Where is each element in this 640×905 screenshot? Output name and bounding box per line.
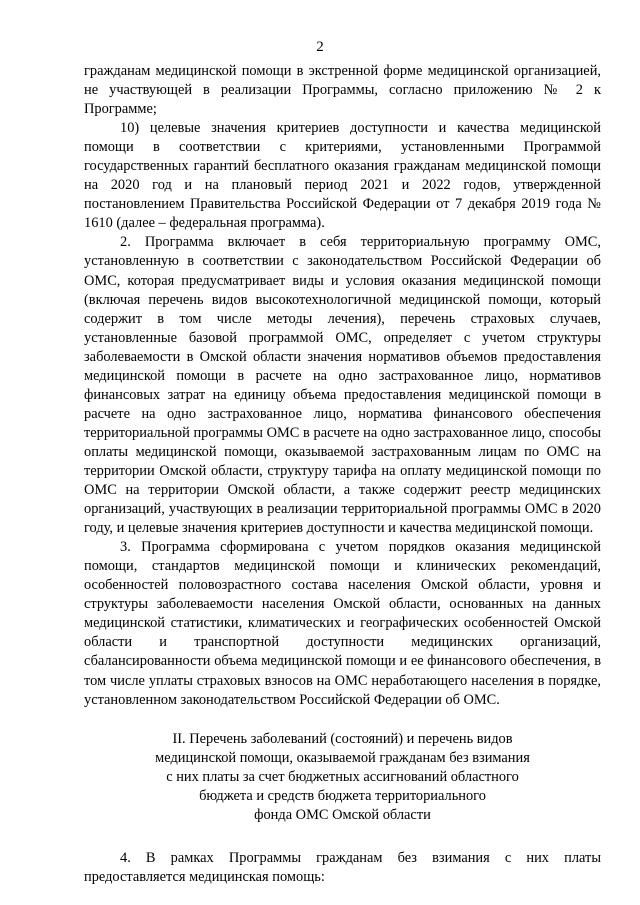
paragraph-3: 3. Программа сформирована с учетом порядков оказания медицинской помощи, стандартов медицинской помощи и клинических рекомендаций, особенностей половозрастного состава населения Омской области, уровня и структуры заболеваемости населения Омской области, основанных на данных медицинской статистики, климатических и географических особенностей Омской области и транспортной доступности медицинских организаций, сбалансированности объема медицинской помощи и ее финансового обеспечения, в том числе уплаты страховых взносов на ОМС неработающего населения в порядке, установленном законодательством Российской Федерации об ОМС. (84, 539, 601, 708)
section-heading-line: бюджета и средств бюджета территориального (199, 787, 486, 804)
paragraph-continuation: гражданам медицинской помощи в экстренной форме медицинской организацией, не участвующей в реализации Программы, согласно приложению № 2 к Программе; (84, 63, 601, 118)
paragraph-2: 2. Программа включает в себя территориальную программу ОМС, установленную в соответствии с законодательством Российской Федерации об ОМС, которая предусматривает виды и условия оказания медицинской помощи (включая перечень видов высокотехнологичной медицинской помощи, который содержит в том числе методы лечения), перечень страховых случаев, установленные базовой программой ОМС, определяет с учетом структуры заболеваемости в Омской области значения нормативов объемов предоставления медицинской помощи в расчете на одно застрахованное лицо, нормативов финансовых затрат на единицу объема предоставления медицинской помощи в расчете на одно застрахованное лицо, норматива финансового обеспечения территориальной программы ОМС в расчете на одно застрахованное лицо, способы оплаты медицинской помощи, оказываемой застрахованным лицам по ОМС на территории Омской области, структуру тарифа на оплату медицинской помощи по ОМС на территории Омской области, а также содержит реестр медицинских организаций, участвующих в реализации территориальной программы ОМС в 2020 году, и целевые значения критериев доступности и качества медицинской помощи. (84, 234, 601, 537)
paragraph-item-10: 10) целевые значения критериев доступности и качества медицинской помощи в соответствии с критериями, установленными Программой государственных гарантий бесплатного оказания гражданам медицинской помощи на 2020 год и на плановый период 2021 и 2022 годов, утвержденной постановлением Правительства Российской Федерации от 7 декабря 2019 года № 1610 (далее – федеральная программа). (84, 120, 601, 232)
section-heading-line: II. Перечень заболеваний (состояний) и перечень видов (172, 730, 513, 747)
section-heading (84, 730, 601, 825)
paragraph-4: 4. В рамках Программы гражданам без взимания с них платы предоставляется медицинская помощь: (84, 849, 601, 885)
section-heading-line: с них платы за счет бюджетных ассигнований областного (166, 768, 519, 785)
section-heading-line: медицинской помощи, оказываемой гражданам без взимания (155, 749, 530, 766)
document-body (84, 62, 601, 887)
section-heading-line: фонда ОМС Омской области (254, 806, 431, 823)
spacer (84, 825, 601, 849)
page-number: 2 (316, 39, 324, 55)
spacer (84, 710, 601, 730)
